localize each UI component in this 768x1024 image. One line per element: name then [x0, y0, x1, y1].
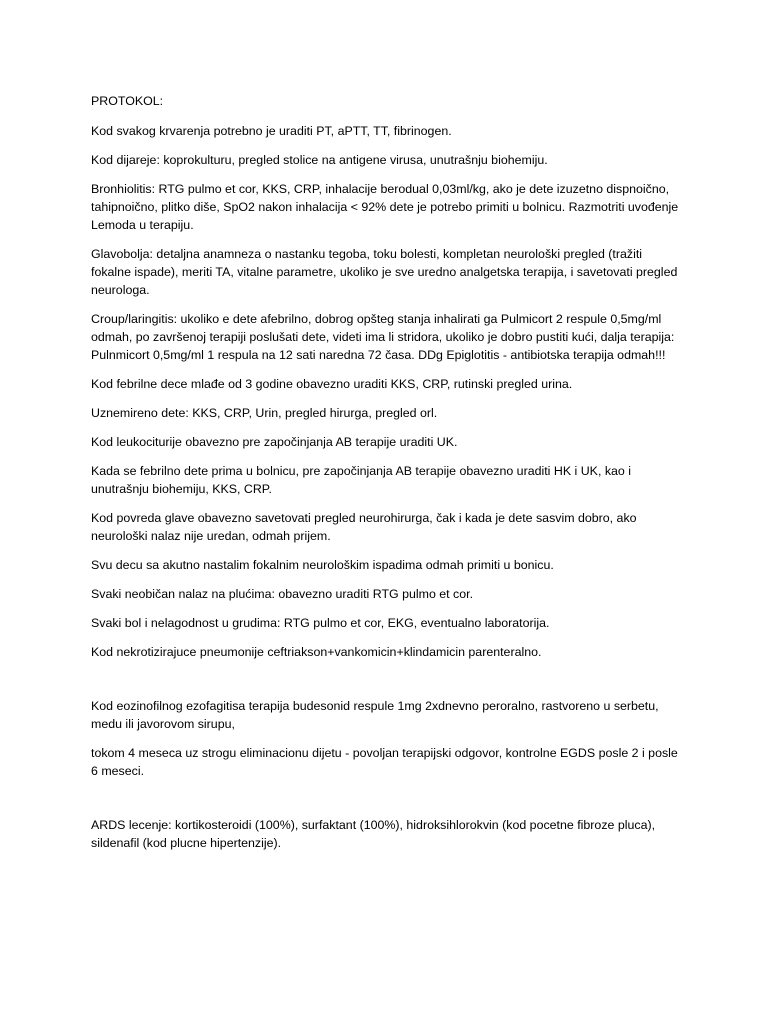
- document-title: PROTOKOL:: [91, 94, 164, 108]
- paragraph-headache: Glavobolja: detaljna anamneza o nastanku tegoba, toku bolesti, kompletan neurološki pregled (tražiti fokalne ispade), meriti TA, vitalne parametre, ukoliko je sve uredno analgetska terapija, i savetovati pregled neurologa.: [91, 247, 678, 297]
- paragraph-ards: ARDS lecenje: kortikosteroidi (100%), surfaktant (100%), hidroksihlorokvin (kod pocetne fibroze pluca), sildenafil (kod plucne hipertenzije).: [91, 818, 656, 850]
- paragraph-eoe-followup: tokom 4 meseca uz strogu eliminacionu dijetu - povoljan terapijski odgovor, kontrolne EGDS posle 2 i posle 6 meseci.: [91, 746, 678, 778]
- paragraph-febrile-admission: Kada se febrilno dete prima u bolnicu, pre započinjanja AB terapije obavezno uraditi HK i UK, kao i unutrašnju biohemiju, KKS, CRP.: [91, 464, 631, 496]
- paragraph-head-injury: Kod povreda glave obavezno savetovati pregled neurohirurga, čak i kada je dete sasvim dobro, ako neurološki nalaz nije uredan, odmah prijem.: [91, 511, 637, 543]
- paragraph-diarrhea: Kod dijareje: koprokulturu, pregled stolice na antigene virusa, unutrašnju biohemiju.: [91, 153, 548, 167]
- paragraph-febrile-children: Kod febrilne dece mlađe od 3 godine obavezno uraditi KKS, CRP, rutinski pregled urina.: [91, 377, 573, 391]
- document-body: [91, 92, 683, 863]
- blank-line: [91, 672, 683, 697]
- paragraph-chest-pain: Svaki bol i nelagodnost u grudima: RTG pulmo et cor, EKG, eventualno laboratorija.: [91, 616, 550, 630]
- paragraph-eosinophilic-esophagitis: Kod eozinofilnog ezofagitisa terapija budesonid respule 1mg 2xdnevno peroralno, rastvoreno u serbetu, medu ili javorovom sirupu,: [91, 699, 659, 731]
- paragraph-necrotizing-pneumonia: Kod nekrotizirajuce pneumonije ceftriakson+vankomicin+klindamicin parenteralno.: [91, 645, 542, 659]
- paragraph-croup: Croup/laringitis: ukoliko e dete afebrilno, dobrog opšteg stanja inhalirati ga Pulmicort 2 respule 0,5mg/ml odmah, po završenoj terapiji poslušati dete, videti ima li stridora, ukoliko je dobro pustiti kući, dalja terapija: Pulnmicort 0,5mg/ml 1 respula na 12 sati naredna 72 časa. DDg Epiglotitis - antibiotska terapija odmah!!!: [91, 312, 675, 362]
- paragraph-leukocyturia: Kod leukociturije obavezno pre započinjanja AB terapije uraditi UK.: [91, 435, 458, 449]
- paragraph-focal-deficits: Svu decu sa akutno nastalim fokalnim neurološkim ispadima odmah primiti u bonicu.: [91, 558, 554, 572]
- blank-line: [91, 791, 683, 816]
- paragraph-lung-finding: Svaki neobičan nalaz na plućima: obavezno uraditi RTG pulmo et cor.: [91, 587, 474, 601]
- paragraph-bronchiolitis: Bronhiolitis: RTG pulmo et cor, KKS, CRP, inhalacije berodual 0,03ml/kg, ako je dete izuzetno dispnoično, tahipnoično, plitko diše, SpO2 nakon inhalacija < 92% dete je potrebo primiti u bolnicu. Razmotriti uvođenje Lemoda u terapiju.: [91, 182, 679, 232]
- paragraph-bleeding: Kod svakog krvarenja potrebno je uraditi PT, aPTT, TT, fibrinogen.: [91, 124, 452, 138]
- paragraph-restless-child: Uznemireno dete: KKS, CRP, Urin, pregled hirurga, pregled orl.: [91, 406, 438, 420]
